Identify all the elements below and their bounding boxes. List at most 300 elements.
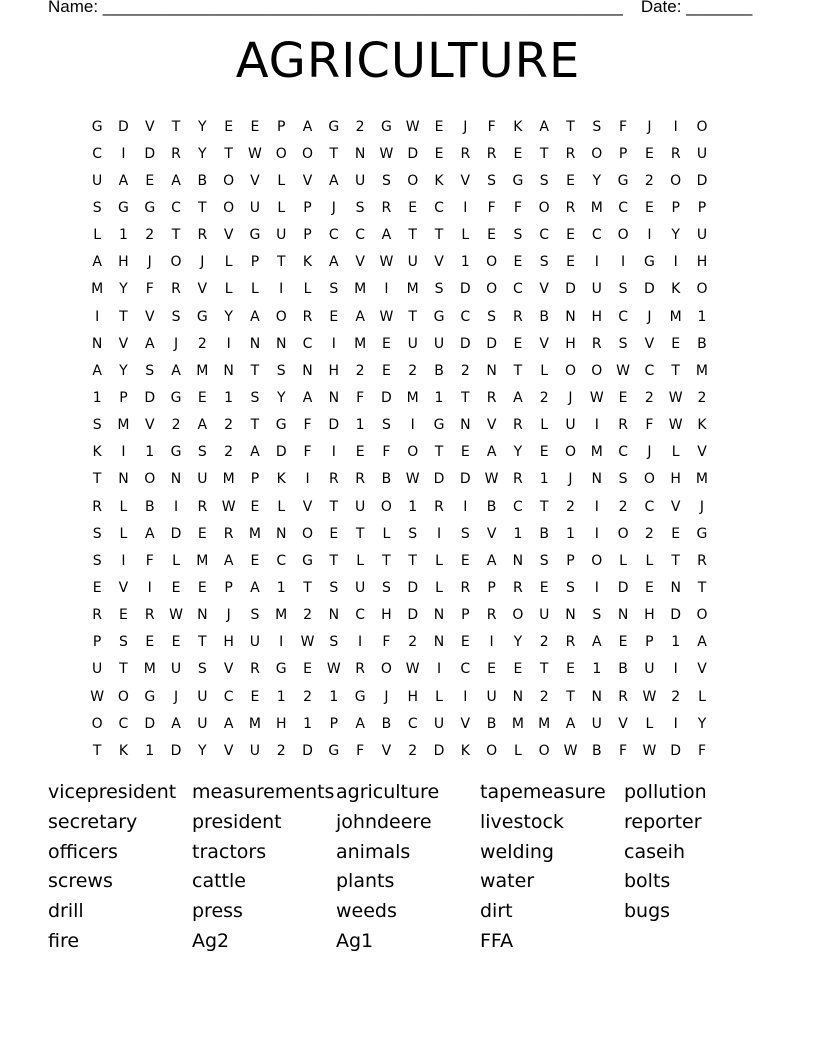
grid-letter[interactable]: W [616, 362, 630, 379]
grid-letter[interactable]: C [171, 199, 181, 216]
grid-letter[interactable]: 1 [434, 389, 444, 406]
grid-letter[interactable]: E [644, 199, 654, 216]
grid-letter[interactable]: T [198, 634, 207, 651]
grid-letter[interactable]: 1 [566, 525, 575, 542]
grid-letter[interactable]: G [433, 308, 445, 325]
grid-letter[interactable]: R [355, 471, 365, 488]
grid-letter[interactable]: O [486, 254, 498, 271]
grid-letter[interactable]: R [618, 417, 628, 434]
grid-letter[interactable]: 1 [592, 661, 602, 678]
grid-letter[interactable]: S [539, 552, 549, 569]
grid-letter[interactable]: C [118, 715, 129, 732]
grid-letter[interactable]: 1 [539, 471, 549, 488]
grid-letter[interactable]: 2 [276, 742, 286, 759]
grid-letter[interactable]: O [486, 281, 498, 298]
grid-letter[interactable]: G [275, 417, 287, 434]
grid-letter[interactable]: A [171, 362, 181, 379]
grid-letter[interactable]: A [92, 362, 102, 379]
grid-letter[interactable]: A [539, 118, 549, 135]
grid-letter[interactable]: R [513, 308, 523, 325]
grid-letter[interactable]: S [487, 308, 497, 325]
grid-letter[interactable]: O [117, 688, 129, 705]
grid-letter[interactable]: K [697, 417, 707, 434]
grid-letter[interactable]: 2 [355, 118, 365, 135]
grid-letter[interactable]: E [119, 607, 128, 624]
grid-letter[interactable]: P [487, 579, 496, 596]
grid-letter[interactable]: G [170, 389, 182, 406]
grid-letter[interactable]: G [328, 742, 340, 759]
grid-letter[interactable]: U [407, 254, 418, 271]
grid-letter[interactable]: W [379, 145, 394, 162]
grid-letter[interactable]: S [618, 281, 628, 298]
grid-letter[interactable]: L [356, 552, 365, 569]
grid-letter[interactable]: H [591, 308, 603, 325]
grid-letter[interactable]: R [618, 688, 628, 705]
grid-letter[interactable]: V [539, 335, 549, 352]
grid-letter[interactable]: B [381, 715, 392, 732]
grid-letter[interactable]: J [173, 335, 179, 352]
grid-letter[interactable]: U [92, 661, 103, 678]
grid-letter[interactable]: P [461, 607, 470, 624]
grid-letter[interactable]: E [487, 227, 497, 244]
grid-letter[interactable]: 1 [145, 444, 155, 461]
grid-letter[interactable]: I [121, 444, 126, 461]
grid-letter[interactable]: 2 [539, 389, 549, 406]
grid-letter[interactable]: R [565, 145, 576, 162]
grid-letter[interactable]: P [224, 579, 233, 596]
grid-letter[interactable]: S [92, 417, 102, 434]
grid-letter[interactable]: N [354, 145, 366, 162]
grid-letter[interactable]: K [513, 118, 523, 135]
grid-letter[interactable]: M [248, 715, 261, 732]
grid-letter[interactable]: E [618, 634, 628, 651]
grid-letter[interactable]: M [354, 281, 367, 298]
grid-letter[interactable]: O [696, 118, 708, 135]
grid-letter[interactable]: N [170, 471, 182, 488]
grid-letter[interactable]: K [434, 172, 444, 189]
grid-letter[interactable]: E [250, 688, 260, 705]
grid-letter[interactable]: U [696, 227, 708, 244]
grid-letter[interactable]: L [277, 498, 286, 515]
grid-letter[interactable]: F [303, 417, 312, 434]
grid-letter[interactable]: E [355, 444, 365, 461]
grid-letter[interactable]: S [539, 254, 549, 271]
grid-letter[interactable]: M [695, 362, 709, 379]
grid-letter[interactable]: O [538, 199, 550, 216]
grid-letter[interactable]: R [250, 661, 260, 678]
grid-letter[interactable]: N [670, 579, 681, 596]
grid-letter[interactable]: K [460, 742, 470, 759]
grid-letter[interactable]: V [250, 172, 260, 189]
grid-letter[interactable]: N [118, 471, 129, 488]
grid-letter[interactable]: A [486, 444, 497, 461]
grid-letter[interactable]: N [460, 417, 471, 434]
grid-letter[interactable]: H [381, 607, 392, 624]
grid-letter[interactable]: E [460, 552, 470, 569]
grid-letter[interactable]: C [460, 308, 471, 325]
grid-letter[interactable]: 2 [566, 498, 575, 515]
grid-letter[interactable]: 2 [355, 362, 365, 379]
grid-letter[interactable]: 1 [92, 389, 102, 406]
grid-letter[interactable]: T [408, 552, 417, 569]
grid-letter[interactable]: F [382, 444, 391, 461]
grid-letter[interactable]: S [381, 417, 391, 434]
grid-letter[interactable]: T [434, 227, 444, 244]
grid-letter[interactable]: C [355, 227, 365, 244]
grid-letter[interactable]: O [275, 308, 287, 325]
grid-letter[interactable]: I [621, 254, 626, 271]
grid-letter[interactable]: A [144, 525, 155, 542]
grid-letter[interactable]: 1 [460, 254, 470, 271]
grid-letter[interactable]: L [277, 199, 286, 216]
grid-letter[interactable]: R [328, 471, 339, 488]
grid-letter[interactable]: 2 [224, 444, 234, 461]
grid-letter[interactable]: E [197, 525, 207, 542]
grid-letter[interactable]: R [565, 199, 576, 216]
grid-letter[interactable]: I [331, 444, 336, 461]
grid-letter[interactable]: L [513, 742, 522, 759]
grid-letter[interactable]: C [276, 552, 287, 569]
grid-letter[interactable]: 1 [303, 715, 312, 732]
grid-letter[interactable]: Y [276, 389, 286, 406]
grid-letter[interactable]: P [92, 634, 102, 651]
grid-letter[interactable]: D [617, 579, 629, 596]
grid-letter[interactable]: J [647, 308, 652, 325]
grid-letter[interactable]: M [275, 607, 288, 624]
grid-letter[interactable]: L [540, 417, 549, 434]
grid-letter[interactable]: S [145, 362, 155, 379]
grid-letter[interactable]: L [645, 552, 654, 569]
grid-letter[interactable]: U [354, 498, 366, 515]
grid-letter[interactable]: T [461, 389, 470, 406]
grid-letter[interactable]: E [224, 118, 234, 135]
grid-letter[interactable]: H [696, 254, 708, 271]
grid-letter[interactable]: L [619, 552, 627, 569]
grid-letter[interactable]: E [539, 579, 549, 596]
grid-letter[interactable]: S [487, 172, 497, 189]
grid-letter[interactable]: T [276, 254, 286, 271]
grid-letter[interactable]: D [486, 335, 497, 352]
grid-letter[interactable]: M [354, 335, 367, 352]
grid-letter[interactable]: T [303, 579, 312, 596]
grid-letter[interactable]: M [669, 308, 682, 325]
grid-letter[interactable]: B [486, 715, 497, 732]
grid-letter[interactable]: W [642, 688, 657, 705]
grid-letter[interactable]: 2 [460, 362, 470, 379]
grid-letter[interactable]: O [380, 498, 392, 515]
grid-letter[interactable]: O [617, 227, 629, 244]
grid-letter[interactable]: U [354, 579, 366, 596]
grid-letter[interactable]: K [118, 742, 129, 759]
grid-letter[interactable]: R [92, 607, 103, 624]
grid-letter[interactable]: C [302, 335, 313, 352]
grid-letter[interactable]: I [331, 335, 336, 352]
grid-letter[interactable]: T [434, 444, 444, 461]
grid-letter[interactable]: V [486, 525, 497, 542]
grid-letter[interactable]: E [460, 634, 470, 651]
grid-letter[interactable]: C [539, 227, 550, 244]
grid-letter[interactable]: I [279, 634, 284, 651]
grid-letter[interactable]: V [223, 661, 234, 678]
grid-letter[interactable]: 2 [224, 417, 234, 434]
grid-letter[interactable]: S [250, 389, 260, 406]
grid-letter[interactable]: E [513, 254, 523, 271]
grid-letter[interactable]: N [328, 607, 340, 624]
grid-letter[interactable]: T [119, 308, 128, 325]
grid-letter[interactable]: H [407, 688, 418, 705]
grid-letter[interactable]: W [405, 661, 420, 678]
grid-letter[interactable]: T [566, 688, 575, 705]
grid-letter[interactable]: S [381, 172, 391, 189]
grid-letter[interactable]: W [484, 471, 499, 488]
grid-letter[interactable]: D [381, 389, 392, 406]
grid-letter[interactable]: T [171, 118, 181, 135]
grid-letter[interactable]: T [171, 227, 181, 244]
grid-letter[interactable]: T [382, 552, 391, 569]
grid-letter[interactable]: I [594, 525, 599, 542]
grid-letter[interactable]: P [645, 634, 654, 651]
grid-letter[interactable]: E [434, 145, 444, 162]
grid-letter[interactable]: E [145, 634, 155, 651]
grid-letter[interactable]: 1 [355, 417, 365, 434]
grid-letter[interactable]: W [642, 742, 657, 759]
grid-letter[interactable]: 2 [303, 607, 312, 624]
grid-letter[interactable]: F [619, 118, 628, 135]
grid-letter[interactable]: G [91, 118, 103, 135]
grid-letter[interactable]: D [275, 444, 287, 461]
grid-letter[interactable]: J [200, 254, 205, 271]
grid-letter[interactable]: P [250, 254, 260, 271]
grid-letter[interactable]: P [250, 471, 260, 488]
grid-letter[interactable]: 2 [644, 525, 654, 542]
grid-letter[interactable]: 1 [276, 579, 286, 596]
grid-letter[interactable]: E [329, 308, 339, 325]
grid-letter[interactable]: I [673, 254, 678, 271]
grid-letter[interactable]: W [405, 118, 420, 135]
grid-letter[interactable]: G [617, 172, 629, 189]
grid-letter[interactable]: A [302, 118, 313, 135]
grid-letter[interactable]: S [434, 281, 444, 298]
grid-letter[interactable]: U [249, 199, 261, 216]
grid-letter[interactable]: S [92, 199, 102, 216]
grid-letter[interactable]: O [538, 742, 550, 759]
grid-letter[interactable]: N [512, 552, 524, 569]
grid-letter[interactable]: V [381, 742, 392, 759]
grid-letter[interactable]: G [354, 688, 366, 705]
grid-letter[interactable]: E [566, 254, 575, 271]
grid-letter[interactable]: C [328, 227, 339, 244]
grid-letter[interactable]: S [539, 172, 549, 189]
grid-letter[interactable]: N [328, 389, 340, 406]
grid-letter[interactable]: T [92, 471, 102, 488]
grid-letter[interactable]: C [644, 498, 655, 515]
grid-letter[interactable]: 1 [329, 688, 339, 705]
grid-letter[interactable]: T [513, 362, 523, 379]
grid-letter[interactable]: I [594, 254, 599, 271]
grid-letter[interactable]: S [618, 335, 628, 352]
grid-letter[interactable]: S [276, 362, 286, 379]
grid-letter[interactable]: T [224, 145, 233, 162]
grid-letter[interactable]: T [250, 417, 260, 434]
grid-letter[interactable]: F [145, 552, 154, 569]
grid-letter[interactable]: 2 [697, 389, 707, 406]
grid-letter[interactable]: D [565, 281, 576, 298]
grid-letter[interactable]: E [381, 362, 391, 379]
grid-letter[interactable]: G [643, 254, 655, 271]
grid-letter[interactable]: S [566, 579, 575, 596]
grid-letter[interactable]: U [696, 145, 708, 162]
grid-letter[interactable]: D [670, 742, 682, 759]
grid-letter[interactable]: U [433, 335, 445, 352]
grid-letter[interactable]: E [644, 579, 654, 596]
grid-letter[interactable]: N [249, 335, 261, 352]
grid-letter[interactable]: I [358, 634, 363, 651]
grid-letter[interactable]: A [171, 715, 181, 732]
grid-letter[interactable]: J [647, 118, 652, 135]
grid-letter[interactable]: Y [513, 444, 523, 461]
grid-letter[interactable]: G [249, 227, 261, 244]
grid-letter[interactable]: 1 [697, 308, 707, 325]
grid-letter[interactable]: I [226, 335, 231, 352]
grid-letter[interactable]: E [329, 525, 339, 542]
grid-letter[interactable]: K [92, 444, 102, 461]
grid-letter[interactable]: I [673, 715, 678, 732]
grid-letter[interactable]: Y [198, 145, 207, 162]
grid-letter[interactable]: T [539, 661, 549, 678]
grid-letter[interactable]: Y [697, 715, 707, 732]
grid-letter[interactable]: T [697, 579, 707, 596]
grid-letter[interactable]: U [486, 688, 497, 705]
grid-letter[interactable]: 1 [408, 498, 418, 515]
grid-letter[interactable]: U [407, 335, 418, 352]
grid-letter[interactable]: I [305, 471, 310, 488]
grid-letter[interactable]: U [565, 417, 576, 434]
grid-letter[interactable]: D [144, 715, 156, 732]
grid-letter[interactable]: W [326, 661, 341, 678]
grid-letter[interactable]: L [645, 715, 654, 732]
grid-letter[interactable]: S [460, 525, 470, 542]
grid-letter[interactable]: R [486, 145, 497, 162]
grid-letter[interactable]: E [618, 389, 628, 406]
grid-letter[interactable]: 1 [671, 634, 681, 651]
grid-letter[interactable]: O [591, 362, 603, 379]
grid-letter[interactable]: T [539, 145, 549, 162]
grid-letter[interactable]: R [513, 417, 523, 434]
grid-letter[interactable]: D [407, 579, 419, 596]
grid-letter[interactable]: 1 [276, 688, 286, 705]
grid-letter[interactable]: W [300, 634, 315, 651]
grid-letter[interactable]: T [408, 227, 417, 244]
grid-letter[interactable]: P [303, 227, 312, 244]
grid-letter[interactable]: L [671, 444, 680, 461]
grid-letter[interactable]: S [197, 661, 207, 678]
grid-letter[interactable]: R [223, 525, 234, 542]
grid-letter[interactable]: L [698, 688, 706, 705]
grid-letter[interactable]: R [670, 145, 681, 162]
grid-letter[interactable]: R [460, 145, 471, 162]
grid-letter[interactable]: A [144, 335, 155, 352]
grid-letter[interactable]: H [670, 471, 681, 488]
grid-letter[interactable]: I [463, 199, 468, 216]
grid-letter[interactable]: J [226, 607, 231, 624]
grid-letter[interactable]: W [379, 308, 394, 325]
grid-letter[interactable]: S [329, 634, 339, 651]
grid-letter[interactable]: B [434, 362, 444, 379]
grid-letter[interactable]: R [697, 552, 707, 569]
grid-letter[interactable]: G [696, 525, 708, 542]
grid-letter[interactable]: A [355, 308, 365, 325]
grid-letter[interactable]: I [594, 579, 599, 596]
grid-letter[interactable]: M [695, 471, 709, 488]
grid-letter[interactable]: T [539, 498, 549, 515]
grid-letter[interactable]: D [670, 607, 682, 624]
grid-letter[interactable]: 2 [303, 688, 312, 705]
grid-letter[interactable]: U [92, 172, 103, 189]
grid-letter[interactable]: O [643, 471, 655, 488]
grid-letter[interactable]: Y [119, 362, 128, 379]
grid-letter[interactable]: I [95, 308, 100, 325]
grid-letter[interactable]: E [250, 498, 260, 515]
grid-letter[interactable]: O [591, 552, 603, 569]
grid-letter[interactable]: 1 [145, 742, 155, 759]
grid-letter[interactable]: R [565, 634, 576, 651]
grid-letter[interactable]: L [435, 579, 443, 596]
grid-letter[interactable]: J [647, 444, 652, 461]
grid-letter[interactable]: F [697, 742, 706, 759]
grid-letter[interactable]: P [119, 389, 128, 406]
grid-letter[interactable]: A [697, 634, 707, 651]
grid-letter[interactable]: P [566, 552, 575, 569]
grid-letter[interactable]: L [435, 688, 443, 705]
grid-letter[interactable]: I [463, 688, 468, 705]
grid-letter[interactable]: E [539, 444, 549, 461]
grid-letter[interactable]: G [118, 199, 129, 216]
grid-letter[interactable]: A [223, 715, 234, 732]
grid-letter[interactable]: E [92, 579, 102, 596]
grid-letter[interactable]: O [486, 742, 498, 759]
grid-letter[interactable]: A [92, 254, 102, 271]
grid-letter[interactable]: R [197, 498, 208, 515]
grid-letter[interactable]: M [91, 281, 104, 298]
grid-letter[interactable]: R [197, 227, 208, 244]
grid-letter[interactable]: R [460, 579, 471, 596]
grid-letter[interactable]: S [329, 579, 339, 596]
grid-letter[interactable]: Y [513, 634, 523, 651]
grid-letter[interactable]: Y [592, 172, 602, 189]
grid-letter[interactable]: E [171, 579, 181, 596]
grid-letter[interactable]: H [328, 362, 340, 379]
grid-letter[interactable]: O [564, 444, 576, 461]
grid-letter[interactable]: F [513, 199, 522, 216]
grid-letter[interactable]: V [486, 417, 497, 434]
grid-letter[interactable]: T [329, 552, 339, 569]
grid-letter[interactable]: I [410, 417, 415, 434]
grid-letter[interactable]: 2 [408, 362, 418, 379]
grid-letter[interactable]: H [118, 254, 129, 271]
grid-letter[interactable]: J [463, 118, 468, 135]
grid-letter[interactable]: K [671, 281, 681, 298]
grid-letter[interactable]: U [276, 227, 287, 244]
grid-letter[interactable]: D [643, 281, 655, 298]
grid-letter[interactable]: K [276, 471, 286, 488]
grid-letter[interactable]: S [119, 634, 128, 651]
grid-letter[interactable]: T [198, 199, 207, 216]
grid-letter[interactable]: Y [119, 281, 128, 298]
grid-letter[interactable]: E [644, 145, 654, 162]
grid-letter[interactable]: J [384, 688, 389, 705]
grid-letter[interactable]: O [380, 661, 392, 678]
name-blank[interactable]: _______________________________________________________ [102, 0, 623, 16]
